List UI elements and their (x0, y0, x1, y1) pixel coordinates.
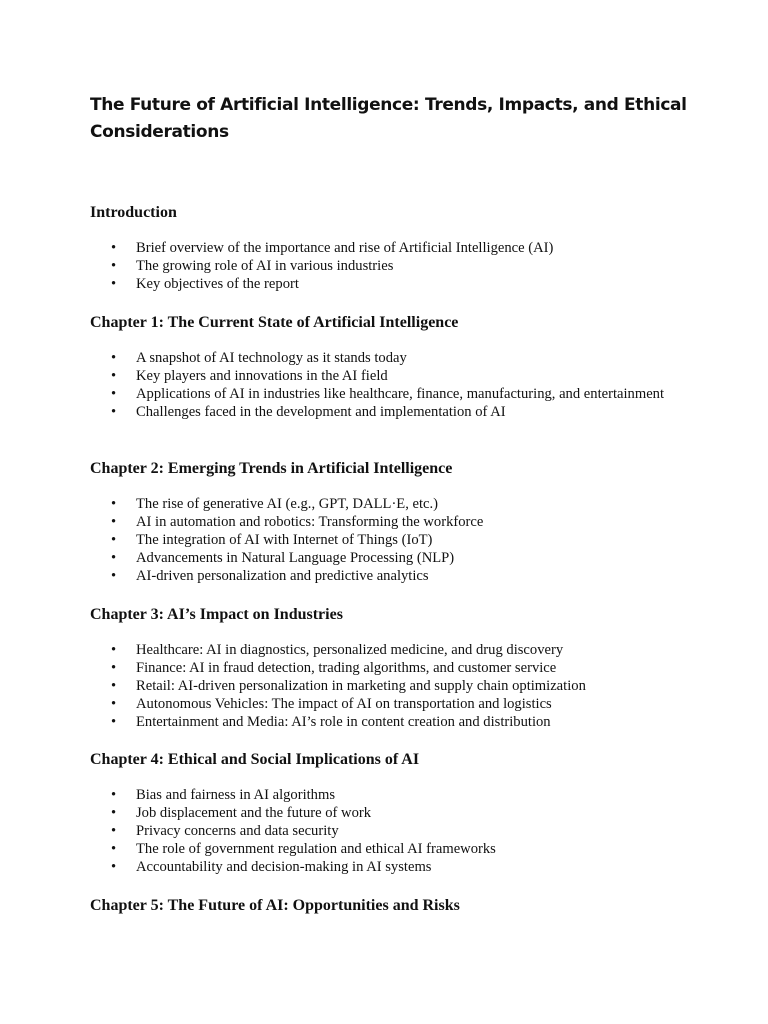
list-item-text: Applications of AI in industries like healthcare, finance, manufacturing, and entertainment (136, 386, 665, 402)
list-item-text: A snapshot of AI technology as it stands today (136, 350, 407, 366)
list-item (90, 257, 710, 275)
bullet-icon: • (111, 550, 117, 566)
list-item-text: Key objectives of the report (136, 276, 299, 292)
bullet-icon: • (111, 823, 117, 839)
section-chapter-3 (90, 605, 710, 731)
list-item (90, 567, 710, 585)
list-item (90, 677, 710, 695)
list-item-text: Privacy concerns and data security (136, 823, 339, 839)
section-chapter-5 (90, 896, 710, 916)
list-item (90, 549, 710, 567)
list-item (90, 695, 710, 713)
list-item (90, 349, 710, 367)
list-item (90, 513, 710, 531)
list-item (90, 786, 710, 804)
list-item-text: Challenges faced in the development and implementation of AI (136, 404, 506, 420)
list-item (90, 713, 710, 731)
bullet-icon: • (111, 859, 117, 875)
bullet-icon: • (111, 368, 117, 384)
list-item-text: The rise of generative AI (e.g., GPT, DALL·E, etc.) (136, 496, 439, 512)
list-item-text: Job displacement and the future of work (136, 805, 372, 821)
bullet-icon: • (111, 496, 117, 512)
bullet-icon: • (111, 660, 117, 676)
bullet-icon: • (111, 350, 117, 366)
bullet-list (90, 349, 710, 421)
section-introduction (90, 203, 710, 293)
bullet-icon: • (111, 276, 117, 292)
section-heading: Chapter 5: The Future of AI: Opportunities and Risks (90, 897, 460, 914)
list-item-text: Key players and innovations in the AI field (136, 368, 388, 384)
section-heading: Chapter 1: The Current State of Artificial Intelligence (90, 314, 459, 331)
bullet-icon: • (111, 386, 117, 402)
section-chapter-2 (90, 459, 710, 585)
list-item (90, 840, 710, 858)
section-chapter-1 (90, 313, 710, 421)
bullet-icon: • (111, 532, 117, 548)
bullet-icon: • (111, 678, 117, 694)
bullet-icon: • (111, 404, 117, 420)
list-item-text: AI in automation and robotics: Transforming the workforce (136, 514, 484, 530)
bullet-list (90, 641, 710, 731)
bullet-icon: • (111, 642, 117, 658)
bullet-icon: • (111, 805, 117, 821)
list-item-text: Bias and fairness in AI algorithms (136, 787, 336, 803)
bullet-list (90, 239, 710, 293)
bullet-icon: • (111, 696, 117, 712)
list-item (90, 367, 710, 385)
list-item-text: Entertainment and Media: AI’s role in content creation and distribution (136, 714, 551, 730)
list-item-text: The role of government regulation and ethical AI frameworks (136, 841, 496, 857)
list-item-text: The growing role of AI in various industries (136, 258, 394, 274)
list-item-text: Advancements in Natural Language Processing (NLP) (136, 550, 455, 566)
list-item (90, 858, 710, 876)
list-item (90, 531, 710, 549)
list-item-text: Retail: AI-driven personalization in marketing and supply chain optimization (136, 678, 586, 694)
list-item (90, 239, 710, 257)
list-item (90, 822, 710, 840)
bullet-icon: • (111, 841, 117, 857)
list-item (90, 403, 710, 421)
list-item (90, 275, 710, 293)
section-heading: Introduction (90, 204, 177, 221)
bullet-icon: • (111, 240, 117, 256)
list-item-text: Accountability and decision-making in AI systems (136, 859, 432, 875)
list-item-text: Finance: AI in fraud detection, trading algorithms, and customer service (136, 660, 557, 676)
bullet-icon: • (111, 568, 117, 584)
section-heading: Chapter 3: AI’s Impact on Industries (90, 606, 343, 623)
document-title: The Future of Artificial Intelligence: Trends, Impacts, and Ethical Considerations (90, 95, 687, 142)
bullet-icon: • (111, 514, 117, 530)
section-chapter-4 (90, 750, 710, 876)
list-item-text: Brief overview of the importance and rise of Artificial Intelligence (AI) (136, 240, 554, 256)
list-item (90, 495, 710, 513)
section-heading: Chapter 4: Ethical and Social Implications of AI (90, 751, 420, 768)
bullet-icon: • (111, 714, 117, 730)
list-item (90, 804, 710, 822)
list-item (90, 385, 710, 403)
list-item-text: Autonomous Vehicles: The impact of AI on transportation and logistics (136, 696, 552, 712)
bullet-icon: • (111, 258, 117, 274)
section-heading: Chapter 2: Emerging Trends in Artificial Intelligence (90, 460, 453, 477)
bullet-icon: • (111, 787, 117, 803)
list-item (90, 641, 710, 659)
list-item-text: AI-driven personalization and predictive analytics (136, 568, 429, 584)
bullet-list (90, 786, 710, 876)
bullet-list (90, 495, 710, 585)
list-item (90, 659, 710, 677)
list-item-text: The integration of AI with Internet of Things (IoT) (136, 532, 433, 548)
list-item-text: Healthcare: AI in diagnostics, personalized medicine, and drug discovery (136, 642, 564, 658)
